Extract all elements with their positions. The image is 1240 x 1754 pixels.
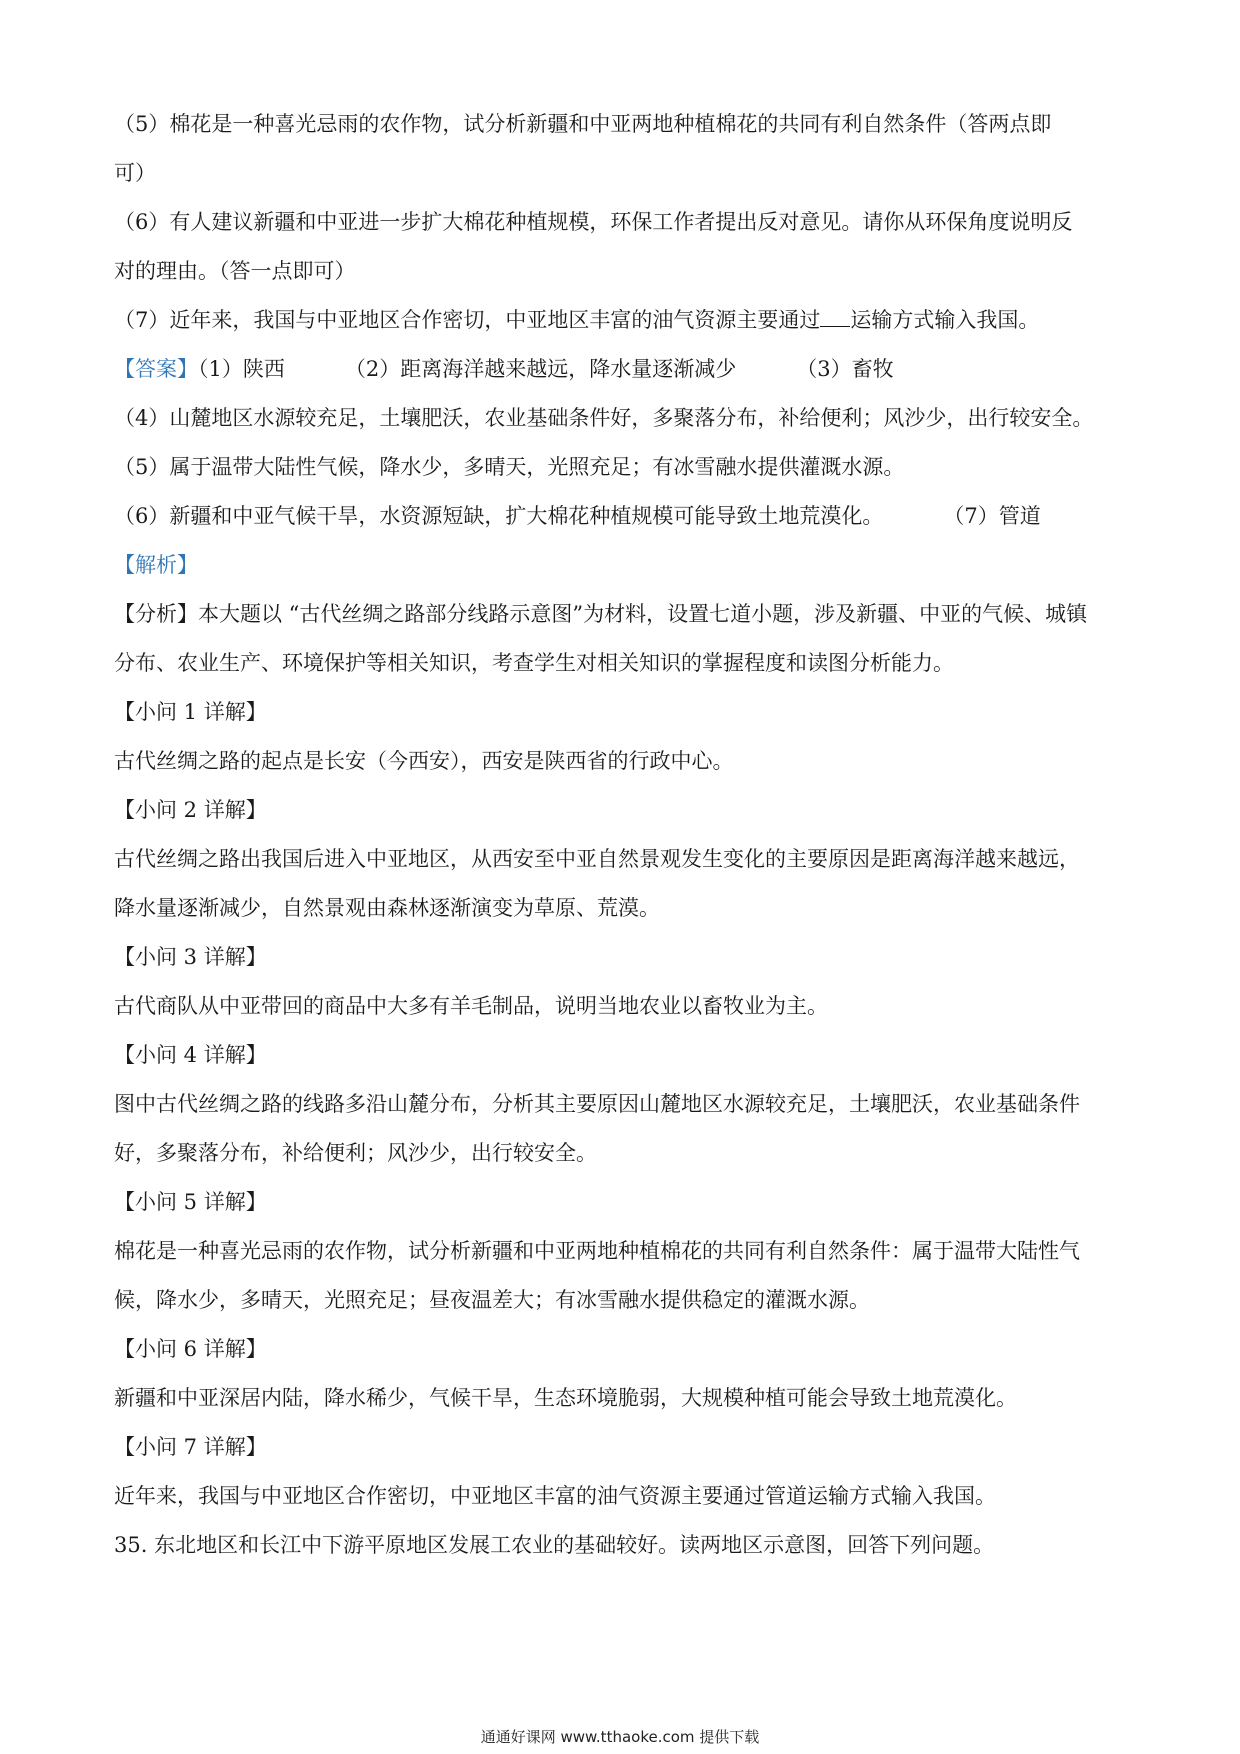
answer-blank — [820, 306, 850, 327]
question-7-text-after: 运输方式输入我国。 — [850, 308, 1040, 332]
detail-6-text: 新疆和中亚深居内陆，降水稀少，气候干旱，生态环境脆弱，大规模种植可能会导致土地荒漠化。 — [114, 1386, 1017, 1410]
question-7-text-before: （7）近年来，我国与中亚地区合作密切，中亚地区丰富的油气资源主要通过 — [114, 308, 821, 332]
detail-5-line-1: 棉花是一种喜光忌雨的农作物，试分析新疆和中亚两地种植棉花的共同有利自然条件：属于温带大陆性气 — [114, 1239, 1080, 1263]
detail-5-title: 【小问 5 详解】 — [114, 1190, 267, 1214]
detail-3-text: 古代商队从中亚带回的商品中大多有羊毛制品，说明当地农业以畜牧业为主。 — [114, 994, 828, 1018]
detail-1-title: 【小问 1 详解】 — [114, 700, 267, 724]
detail-4-title: 【小问 4 详解】 — [114, 1043, 267, 1067]
detail-4-line-1: 图中古代丝绸之路的线路多沿山麓分布，分析其主要原因山麓地区水源较充足，土壤肥沃，农业基础条件 — [114, 1092, 1080, 1116]
question-6-line-2: 对的理由。（答一点即可） — [114, 259, 356, 283]
answer-5: （5）属于温带大陆性气候，降水少，多晴天，光照充足；有冰雪融水提供灌溉水源。 — [114, 455, 905, 479]
question-5-line-2: 可） — [114, 161, 156, 185]
detail-3-title: 【小问 3 详解】 — [114, 945, 267, 969]
detail-2-line-1: 古代丝绸之路出我国后进入中亚地区，从西安至中亚自然景观发生变化的主要原因是距离海洋越来越远， — [114, 847, 1080, 871]
question-7 — [114, 296, 1134, 345]
answer-3: （3）畜牧 — [796, 357, 894, 381]
answer-4: （4）山麓地区水源较充足，土壤肥沃，农业基础条件好，多聚落分布，补给便利；风沙少，出行较安全。 — [114, 406, 1094, 430]
analysis-line-2: 分布、农业生产、环境保护等相关知识，考查学生对相关知识的掌握程度和读图分析能力。 — [114, 651, 954, 675]
answer-label: 【答案】 — [114, 357, 198, 381]
document-content — [114, 100, 1134, 1570]
answer-line-1 — [114, 345, 1134, 394]
detail-2-line-2: 降水量逐渐减少，自然景观由森林逐渐演变为草原、荒漠。 — [114, 896, 660, 920]
answer-1: （1）陕西 — [198, 357, 285, 381]
detail-7-title: 【小问 7 详解】 — [114, 1435, 267, 1459]
answer-7: （7）管道 — [943, 504, 1041, 528]
answer-6: （6）新疆和中亚气候干旱，水资源短缺，扩大棉花种植规模可能导致土地荒漠化。 — [114, 504, 884, 528]
analysis-label: 【解析】 — [114, 553, 198, 577]
detail-6-title: 【小问 6 详解】 — [114, 1337, 267, 1361]
analysis-line-1: 【分析】本大题以 “古代丝绸之路部分线路示意图”为材料，设置七道小题，涉及新疆、中亚的气候、城镇 — [114, 602, 1088, 626]
question-5-line-1: （5）棉花是一种喜光忌雨的农作物，试分析新疆和中亚两地种植棉花的共同有利自然条件（答两点即 — [114, 112, 1052, 136]
answer-2: （2）距离海洋越来越远，降水量逐渐减少 — [344, 357, 737, 381]
footer-watermark: 通通好课网 www.tthaoke.com 提供下载 — [480, 1728, 760, 1746]
question-6-line-1: （6）有人建议新疆和中亚进一步扩大棉花种植规模，环保工作者提出反对意见。请你从环保角度说明反 — [114, 210, 1073, 234]
question-35: 35. 东北地区和长江中下游平原地区发展工农业的基础较好。读两地区示意图，回答下列问题。 — [114, 1533, 995, 1557]
detail-1-text: 古代丝绸之路的起点是长安（今西安），西安是陕西省的行政中心。 — [114, 749, 734, 773]
answer-line-6-7 — [114, 492, 1134, 541]
detail-4-line-2: 好，多聚落分布，补给便利；风沙少，出行较安全。 — [114, 1141, 597, 1165]
detail-5-line-2: 候，降水少，多晴天，光照充足；昼夜温差大；有冰雪融水提供稳定的灌溉水源。 — [114, 1288, 870, 1312]
detail-2-title: 【小问 2 详解】 — [114, 798, 267, 822]
detail-7-text: 近年来，我国与中亚地区合作密切，中亚地区丰富的油气资源主要通过管道运输方式输入我国。 — [114, 1484, 996, 1508]
